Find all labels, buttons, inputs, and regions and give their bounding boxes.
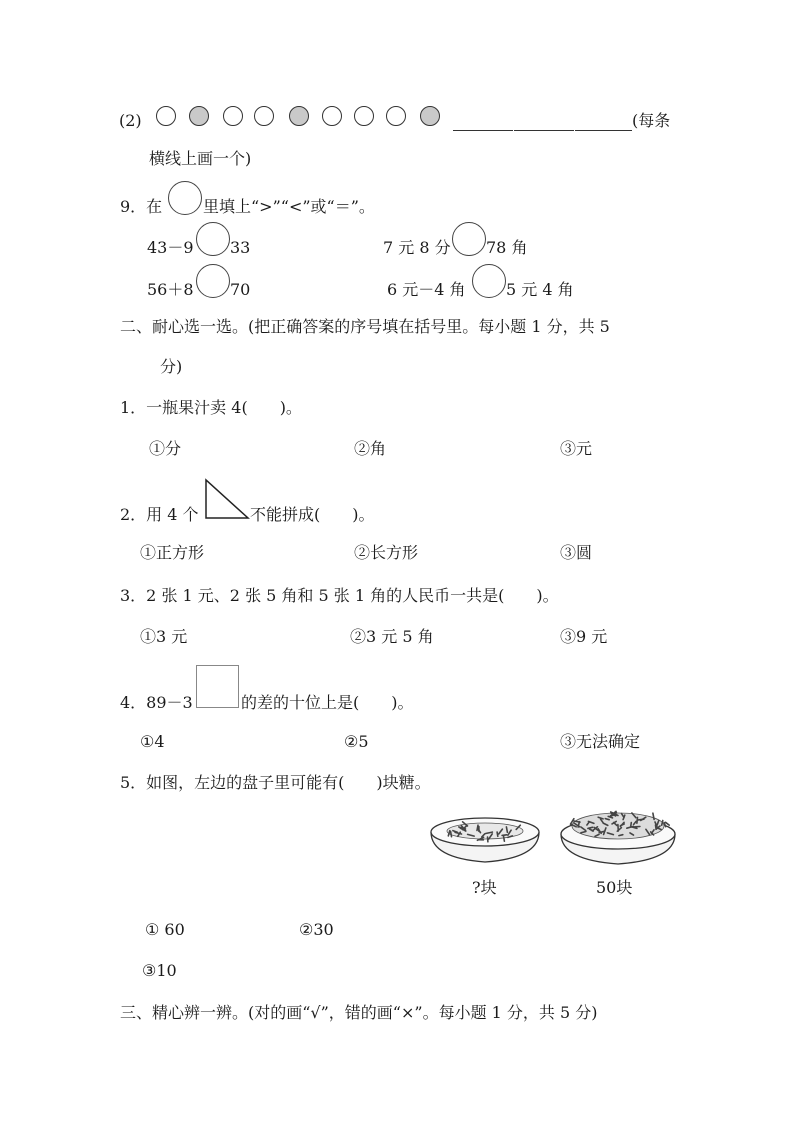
candy-stick [637,817,638,823]
white-circle [254,106,274,126]
q8-2-label: (2) [119,111,142,130]
s2q1-option-2[interactable]: ②角 [354,439,387,458]
q9-stem-pre: 9．在 [120,197,163,216]
s2q1-stem: 1．一瓶果汁卖 4( )。 [120,398,302,417]
gray-circle [420,106,440,126]
white-circle [156,106,176,126]
q9-item-1-left: 43－9 [147,238,194,257]
candy-stick [504,837,505,842]
answer-line-3 [575,130,632,131]
s2q2-stem-pre: 2．用 4 个 [120,505,199,524]
section2-title: 二、耐心选一选。(把正确答案的序号填在括号里。每小题 1 分，共 5 [120,317,610,336]
compare-circle[interactable] [472,264,506,298]
plate-label-right: 50块 [596,878,633,897]
s2q2-option-2[interactable]: ②长方形 [354,543,419,562]
candy-stick [605,819,609,820]
candy-stick [638,819,644,820]
s2q3-option-2[interactable]: ②3 元 5 角 [350,627,434,646]
q9-item-4-right: 5 元 4 角 [506,280,574,299]
s2q4-stem-post: 的差的十位上是( )。 [241,693,414,712]
candy-stick [502,835,507,836]
candy-stick [631,823,632,828]
white-circle [386,106,406,126]
q9-item-2-left: 7 元 8 分 [383,238,451,257]
candy-stick [619,835,623,836]
s2q5-option-1[interactable]: ① 60 [145,920,185,939]
triangle-icon [204,478,250,520]
candy-stick [666,822,670,825]
white-circle [223,106,243,126]
section2-title-cont: 分) [160,357,183,376]
s2q5-stem: 5．如图，左边的盘子里可能有( )块糖。 [120,773,431,792]
candy-stick [662,821,663,826]
left-plate-icon [431,818,539,862]
s2q4-stem-pre: 4．89－3 [120,693,193,712]
s2q2-stem-post: 不能拼成( )。 [250,505,375,524]
right-plate-icon [561,811,675,864]
s2q4-option-2[interactable]: ②5 [344,732,369,751]
white-circle [322,106,342,126]
gray-circle [289,106,309,126]
compare-circle[interactable] [452,222,486,256]
section3-title: 三、精心辨一辨。(对的画“√”，错的画“×”。每小题 1 分，共 5 分) [120,1003,598,1022]
q9-item-2-right: 78 角 [486,238,528,257]
candy-stick [497,832,498,836]
compare-circle[interactable] [196,264,230,298]
q9-item-3-right: 70 [230,280,251,299]
answer-line-1 [453,130,513,131]
s2q4-option-1[interactable]: ①4 [140,732,165,751]
compare-circle[interactable] [196,222,230,256]
s2q2-option-1[interactable]: ①正方形 [140,543,205,562]
q9-item-4-left: 6 元－4 角 [387,280,466,299]
q9-item-1-right: 33 [230,238,251,257]
s2q3-stem: 3．2 张 1 元、2 张 5 角和 5 张 1 角的人民币一共是( )。 [120,586,559,605]
white-circle [354,106,374,126]
s2q2-option-3[interactable]: ③圆 [560,543,593,562]
gray-circle [189,106,209,126]
q8-2-tail2: 横线上画一个) [149,149,252,168]
s2q3-option-1[interactable]: ①3 元 [140,627,188,646]
s2q3-option-3[interactable]: ③9 元 [560,627,608,646]
q9-stem-post: 里填上“>”“<”或“＝”。 [203,197,375,216]
candy-stick [656,825,657,829]
answer-line-2 [514,130,574,131]
q8-2-tail: (每条 [632,111,671,130]
s2q1-option-3[interactable]: ③元 [560,439,593,458]
compare-circle [168,181,202,215]
q9-item-3-left: 56＋8 [147,280,194,299]
candy-stick [588,827,593,828]
s2q5-option-2[interactable]: ②30 [299,920,334,939]
candy-plates-image [425,808,685,868]
plate-label-left: ?块 [472,878,497,897]
s2q5-option-3[interactable]: ③10 [142,961,177,980]
candy-stick [451,832,452,837]
s2q4-option-3[interactable]: ③无法确定 [560,732,641,751]
s2q1-option-1[interactable]: ①分 [149,439,182,458]
candy-stick [506,827,507,832]
blank-box[interactable] [196,665,239,708]
